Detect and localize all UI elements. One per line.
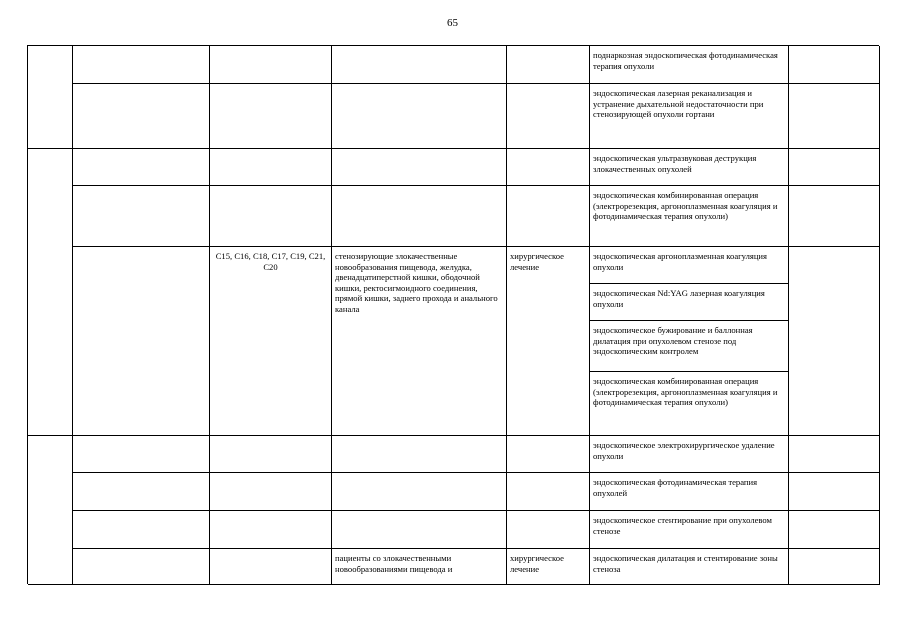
row11-col3 <box>210 511 332 549</box>
row10-col3 <box>210 473 332 511</box>
method-text: эндоскопическая комбинированная операция (электрорезекция, аргоноплазменная коагуляция и фотодинамическая терапия опухоли) <box>593 376 778 408</box>
group-a-diagnosis <box>332 247 507 436</box>
row2-method <box>590 84 789 149</box>
row11-col7 <box>789 511 880 549</box>
row4-col4 <box>332 186 507 247</box>
row10-method <box>590 473 789 511</box>
row4-col3 <box>210 186 332 247</box>
treatment-text: хирургическое лечение <box>510 553 564 574</box>
method-text: эндоскопическое электрохирургическое удаление опухоли <box>593 440 775 461</box>
row3-col2 <box>73 149 210 186</box>
row11-col2 <box>73 511 210 549</box>
row12-method <box>590 549 789 585</box>
row7-method <box>590 321 789 372</box>
row2-col4 <box>332 84 507 149</box>
row10-col5 <box>507 473 590 511</box>
page-number: 65 <box>447 17 458 29</box>
method-text: эндоскопическая лазерная реканализация и устранение дыхательной недостаточности при стенозирующей опухоли гортани <box>593 88 764 120</box>
icd-codes: C15, C16, C18, C17, C19, C21, C20 <box>215 251 326 272</box>
row12-col3 <box>210 549 332 585</box>
row12-col2 <box>73 549 210 585</box>
col1-block-1 <box>28 46 73 149</box>
method-text: эндоскопическая комбинированная операция (электрорезекция, аргоноплазменная коагуляция и фотодинамическая терапия опухоли) <box>593 190 778 222</box>
row5-method <box>590 247 789 284</box>
col1-block-2 <box>28 149 73 436</box>
row9-col5 <box>507 436 590 473</box>
row2-col3 <box>210 84 332 149</box>
row9-col3 <box>210 436 332 473</box>
group-a-col7 <box>789 247 880 436</box>
row4-col5 <box>507 186 590 247</box>
row10-col4 <box>332 473 507 511</box>
treatment-text: хирургическое лечение <box>510 251 564 272</box>
group-a-treatment <box>507 247 590 436</box>
row9-method <box>590 436 789 473</box>
row3-col4 <box>332 149 507 186</box>
method-text: поднаркозная эндоскопическая фотодинамическая терапия опухоли <box>593 50 778 71</box>
row6-method <box>590 284 789 321</box>
method-text: эндоскопическая фотодинамическая терапия опухолей <box>593 477 758 498</box>
method-text: эндоскопическая ультразвуковая деструкция злокачественных опухолей <box>593 153 757 174</box>
row3-col7 <box>789 149 880 186</box>
row11-col5 <box>507 511 590 549</box>
group-b-treatment <box>507 549 590 585</box>
row9-col7 <box>789 436 880 473</box>
row3-col3 <box>210 149 332 186</box>
row12-col7 <box>789 549 880 585</box>
procedures-table <box>27 45 879 584</box>
row3-method <box>590 149 789 186</box>
method-text: эндоскопическая Nd:YAG лазерная коагуляция опухоли <box>593 288 765 309</box>
diagnosis-text: пациенты со злокачественными новообразованиями пищевода и <box>335 553 453 574</box>
group-a-codes <box>210 247 332 436</box>
row10-col7 <box>789 473 880 511</box>
diagnosis-text: стенозирующие злокачественные новообразования пищевода, желудка, двенадцатиперстной кишки, ободочной кишки, ректосигмоидного соединения, прямой кишки, заднего прохода и анального канала <box>335 251 498 314</box>
method-text: эндоскопическая дилатация и стентирование зоны стеноза <box>593 553 778 574</box>
row10-col2 <box>73 473 210 511</box>
row4-method <box>590 186 789 247</box>
row1-col5 <box>507 46 590 84</box>
row1-method <box>590 46 789 84</box>
row2-col5 <box>507 84 590 149</box>
row1-col4 <box>332 46 507 84</box>
group-a-col2 <box>73 247 210 436</box>
row4-col2 <box>73 186 210 247</box>
row8-method <box>590 372 789 436</box>
row4-col7 <box>789 186 880 247</box>
method-text: эндоскопическое бужирование и баллонная дилатация при опухолевом стенозе под эндоскопическим контролем <box>593 325 753 357</box>
row9-col4 <box>332 436 507 473</box>
method-text: эндоскопическое стентирование при опухолевом стенозе <box>593 515 772 536</box>
row2-col7 <box>789 84 880 149</box>
row1-col3 <box>210 46 332 84</box>
method-text: эндоскопическая аргоноплазменная коагуляция опухоли <box>593 251 767 272</box>
row3-col5 <box>507 149 590 186</box>
row1-col7 <box>789 46 880 84</box>
row11-method <box>590 511 789 549</box>
col1-block-3 <box>28 436 73 585</box>
group-b-diagnosis <box>332 549 507 585</box>
row1-col2 <box>73 46 210 84</box>
row9-col2 <box>73 436 210 473</box>
row2-col2 <box>73 84 210 149</box>
row11-col4 <box>332 511 507 549</box>
